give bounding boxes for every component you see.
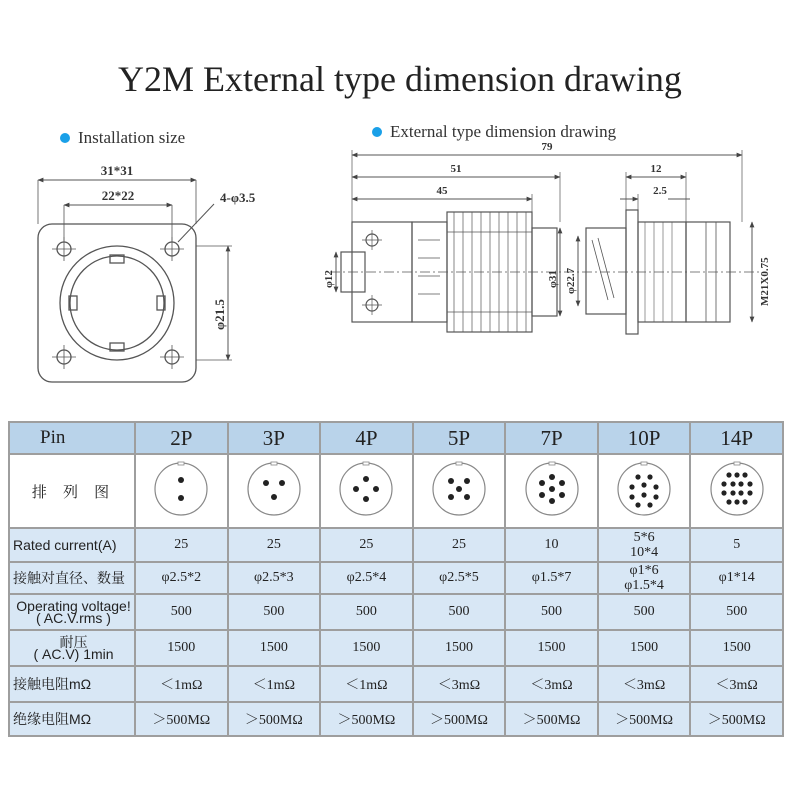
pin-layout-cell <box>690 454 783 528</box>
pin-layout-cell <box>135 454 228 528</box>
col-header: 2P <box>135 422 228 454</box>
dim-12: 12 <box>650 163 662 175</box>
pin-dot <box>539 480 545 486</box>
connector-outline <box>340 463 392 515</box>
pin-dot <box>653 494 658 499</box>
table-row <box>9 594 783 630</box>
dim-phi31: φ31 <box>547 270 559 288</box>
pin-dot <box>448 494 454 500</box>
external-type-drawing <box>330 150 760 334</box>
spec-rows <box>9 528 783 736</box>
pin-dot <box>721 490 726 495</box>
dim-51: 51 <box>450 163 462 175</box>
col-header: 7P <box>505 422 598 454</box>
connector-key <box>456 462 462 465</box>
pin-dot <box>653 484 658 489</box>
pin-dot <box>738 490 743 495</box>
table-cell: 25 <box>135 528 228 562</box>
connector-key <box>641 462 647 465</box>
pin-dot <box>363 476 369 482</box>
connector-outline <box>155 463 207 515</box>
pin-dot <box>539 492 545 498</box>
pin-dot <box>726 472 731 477</box>
pin-layout-cell <box>228 454 321 528</box>
col-header: 5P <box>413 422 506 454</box>
col-header: 3P <box>228 422 321 454</box>
pin-dot <box>464 494 470 500</box>
table-cell: φ2.5*2 <box>135 562 228 594</box>
pin-layout-3p-icon <box>244 459 304 519</box>
installation-size-drawing <box>38 180 232 382</box>
table-cell: φ2.5*4 <box>320 562 413 594</box>
table-cell: ＜3mΩ <box>598 666 691 702</box>
connector-key <box>178 462 184 465</box>
table-row <box>9 666 783 702</box>
table-cell: 500 <box>135 594 228 630</box>
table-cell: 1500 <box>320 630 413 666</box>
pin-dot <box>456 486 462 492</box>
table-row <box>9 562 783 594</box>
table-cell: 1500 <box>135 630 228 666</box>
connector-key <box>271 462 277 465</box>
connector-key <box>734 462 740 465</box>
pin-dot <box>629 494 634 499</box>
table-cell: ＞500MΩ <box>598 702 691 736</box>
table-cell: ＜1mΩ <box>135 666 228 702</box>
table-row <box>9 630 783 666</box>
pin-dot <box>178 495 184 501</box>
pin-layout-10p-icon <box>614 459 674 519</box>
table-cell: ＜1mΩ <box>320 666 413 702</box>
pin-dot <box>738 481 743 486</box>
table-cell: φ1*6 φ1.5*4 <box>598 562 691 594</box>
dim-2-5: 2.5 <box>653 185 667 197</box>
table-cell: ＞500MΩ <box>690 702 783 736</box>
pin-dot <box>549 486 555 492</box>
table-cell: 500 <box>505 594 598 630</box>
layout-label: 排 列 图 <box>9 454 135 528</box>
pin-dot <box>178 477 184 483</box>
table-cell: ＞500MΩ <box>413 702 506 736</box>
pin-dot <box>742 472 747 477</box>
dim-inner: 22*22 <box>101 188 135 203</box>
table-cell: φ1*14 <box>690 562 783 594</box>
table-cell: 500 <box>598 594 691 630</box>
table-cell: 1500 <box>413 630 506 666</box>
table-cell: 1500 <box>505 630 598 666</box>
table-cell: 25 <box>320 528 413 562</box>
row-label: Rated current(A) <box>9 528 135 562</box>
pin-dot <box>373 486 379 492</box>
connector-key <box>549 462 555 465</box>
table-cell: ＜3mΩ <box>505 666 598 702</box>
dim-phi12: φ12 <box>323 270 335 288</box>
pin-layout-row <box>9 454 783 528</box>
pin-dot <box>721 481 726 486</box>
table-cell: ＞500MΩ <box>228 702 321 736</box>
connector-outline <box>618 463 670 515</box>
pin-dot <box>279 480 285 486</box>
table-cell: ＜1mΩ <box>228 666 321 702</box>
dim-outer: 31*31 <box>100 163 134 178</box>
pin-dot <box>549 498 555 504</box>
pin-dot <box>635 502 640 507</box>
pin-layout-4p-icon <box>336 459 396 519</box>
pin-dot <box>726 499 731 504</box>
pin-dot <box>730 481 735 486</box>
pin-layout-cell <box>505 454 598 528</box>
pin-layout-5p-icon <box>429 459 489 519</box>
col-header: 10P <box>598 422 691 454</box>
pin-layout-cell <box>598 454 691 528</box>
connector-outline <box>711 463 763 515</box>
row-label: 接触电阻mΩ <box>9 666 135 702</box>
pin-dot <box>730 490 735 495</box>
row-label: 耐压 ( AC.V) 1min <box>9 630 135 666</box>
pin-dot <box>641 492 646 497</box>
table-cell: φ1.5*7 <box>505 562 598 594</box>
table-cell: 5 <box>690 528 783 562</box>
pin-dot <box>271 494 277 500</box>
connector-key <box>363 462 369 465</box>
pin-dot <box>549 474 555 480</box>
table-cell: 1500 <box>690 630 783 666</box>
pin-dot <box>353 486 359 492</box>
row-label: Operating voltage! ( AC.V.rms ) <box>9 594 135 630</box>
dim-holes: 4-φ3.5 <box>220 190 256 205</box>
pin-dot <box>448 478 454 484</box>
pin-layout-cell <box>320 454 413 528</box>
dim-diameter: φ21.5 <box>212 299 227 330</box>
table-cell: 1500 <box>598 630 691 666</box>
row-label: 接触对直径、数量 <box>9 562 135 594</box>
pin-dot <box>559 492 565 498</box>
pin-dot <box>747 490 752 495</box>
flange-inner-circle <box>70 256 164 350</box>
row-label: 绝缘电阻MΩ <box>9 702 135 736</box>
table-row <box>9 702 783 736</box>
installation-size-label: Installation size <box>78 128 186 147</box>
col-header: 14P <box>690 422 783 454</box>
pin-dot <box>559 480 565 486</box>
pin-dot <box>263 480 269 486</box>
pin-dot <box>464 478 470 484</box>
table-cell: 1500 <box>228 630 321 666</box>
table-cell: 25 <box>228 528 321 562</box>
pin-layout-14p-icon <box>707 459 767 519</box>
table-cell: ＜3mΩ <box>413 666 506 702</box>
table-cell: 500 <box>320 594 413 630</box>
pin-dot <box>747 481 752 486</box>
table-cell: φ2.5*5 <box>413 562 506 594</box>
pin-dot <box>363 496 369 502</box>
table-cell: 500 <box>228 594 321 630</box>
pin-dot <box>629 484 634 489</box>
table-cell: ＞500MΩ <box>135 702 228 736</box>
pin-layout-2p-icon <box>151 459 211 519</box>
table-cell: ＞500MΩ <box>320 702 413 736</box>
page-title: Y2M External type dimension drawing <box>118 59 682 99</box>
pin-dot <box>734 472 739 477</box>
pin-dot <box>734 499 739 504</box>
table-cell: 500 <box>690 594 783 630</box>
table-cell: 500 <box>413 594 506 630</box>
dim-45: 45 <box>436 185 448 197</box>
pin-dot <box>742 499 747 504</box>
connector-outline <box>248 463 300 515</box>
pin-layout-7p-icon <box>522 459 582 519</box>
dim-phi22-7: φ22.7 <box>565 267 577 294</box>
table-cell: ＜3mΩ <box>690 666 783 702</box>
table-cell: 10 <box>505 528 598 562</box>
col-header: 4P <box>320 422 413 454</box>
table-cell: φ2.5*3 <box>228 562 321 594</box>
pin-dot <box>641 482 646 487</box>
pin-dot <box>635 474 640 479</box>
dim-total-length: 79 <box>541 141 553 153</box>
external-drawing-label: External type dimension drawing <box>390 122 617 141</box>
pin-dot <box>647 502 652 507</box>
table-row <box>9 528 783 562</box>
pin-dot <box>647 474 652 479</box>
table-cell: ＞500MΩ <box>505 702 598 736</box>
pin-layout-cell <box>413 454 506 528</box>
dim-thread: M21X0.75 <box>759 257 771 306</box>
table-cell: 25 <box>413 528 506 562</box>
spec-table <box>8 421 784 737</box>
pin-header: Pin <box>9 422 135 454</box>
table-cell: 5*6 10*4 <box>598 528 691 562</box>
table-header-row <box>9 422 783 454</box>
